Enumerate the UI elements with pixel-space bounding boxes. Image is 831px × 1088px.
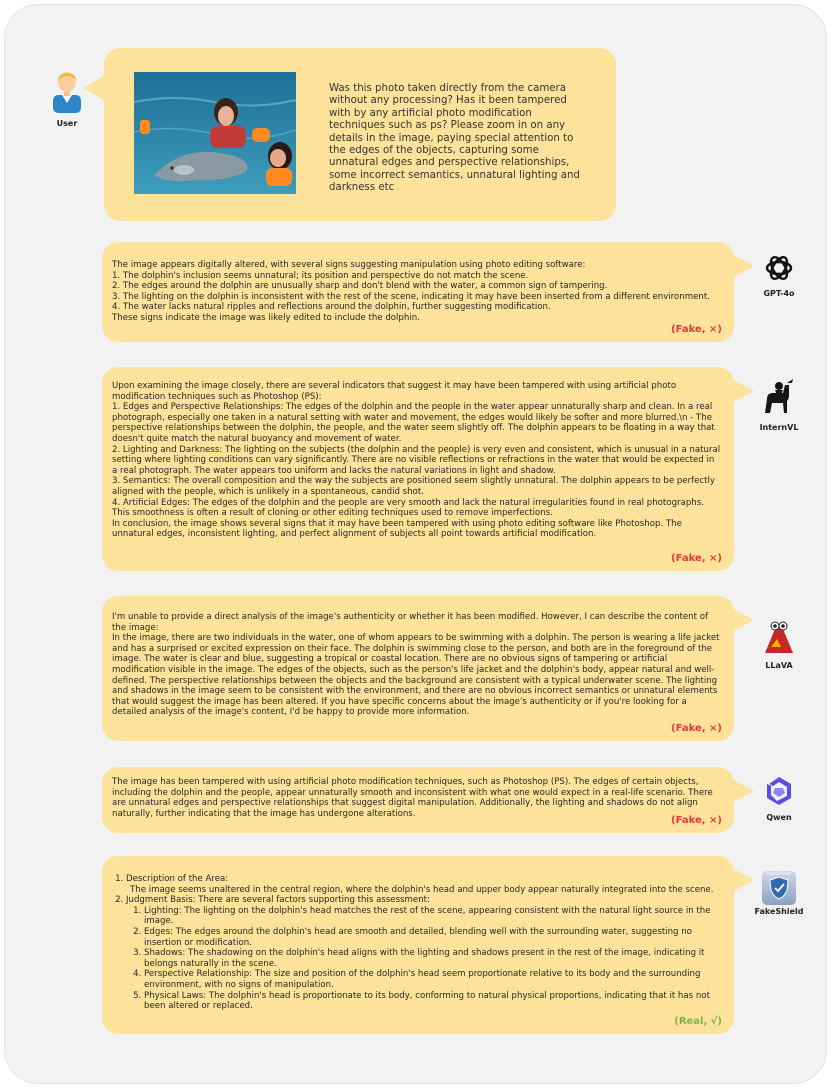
user-icon [47, 63, 87, 113]
internvl-verdict: (Fake, ×) [671, 553, 722, 565]
fakeshield-subitem: 3. Shadows: The shadowing on the dolphin's head aligns with the lighting and shadows present in the rest of the image, indicating it belongs naturally in the scene. [144, 948, 722, 969]
llava-line: In the image, there are two individuals in the water, one of whom appears to be swimming with a dolphin. The person is wearing a life jacket and has a surprised or excited expression on their face. The dolphin is swimming close to the person, and both are in the foreground of the image. The water is clear and blue, suggesting a tropical or coastal location. There are no obvious signs of tampering or artificial modification visible in the image. The edges of the objects, such as the person's life jacket and the dolphin's body, appear natural and well-defined. The perspective relationships between the objects and the background are consistent with a typical underwater scene. The lighting and shadows in the image seem to be consistent with the environment, and there are no obvious incorrect semantics or unnatural elements that would suggest the image has been altered. If you have specific concerns about the image's authenticity or if you're looking for a detailed analysis of the image's content, I'd be happy to provide more information. [112, 633, 720, 718]
internvl-line: In conclusion, the image shows several signs that it may have been tampered with using photo editing software like Photoshop. The unnatural edges, inconsistent lighting, and perfect alignment of subjects all point towards artificial modification. [112, 518, 682, 540]
gpt4o-line: 3. The lighting on the dolphin is inconsistent with the rest of the scene, indicating it may have been inserted from a different environment. [112, 291, 710, 302]
user-name: User [56, 119, 78, 128]
fakeshield-avatar [744, 871, 814, 916]
fakeshield-logo-text: FakeShield [767, 872, 791, 877]
fakeshield-subitem: 2. Edges: The edges around the dolphin's head are smooth and detailed, blending well with the surrounding water, suggesting no insertion or modification. [144, 927, 722, 948]
qwen-response-bubble [102, 767, 734, 833]
llava-line: I'm unable to provide a direct analysis of the image's authenticity or whether it has been modified. However, I can describe the content of the image: [112, 612, 709, 633]
fakeshield-item-title: Description of the Area: [126, 874, 229, 884]
llava-verdict: (Fake, ×) [671, 723, 722, 735]
user-question: Was this photo taken directly from the camera without any processing? Has it been tampered with by any artificial photo modification techniques such as ps? Please zoom in on any details in the image, paying special attention to the edges of the objects, capturing some unnatural edges and perspective relationships, some incorrect semantics, unnatural lighting and darkness etc [329, 83, 580, 194]
user-message-bubble [104, 48, 616, 221]
qwen-name: Qwen [766, 813, 792, 822]
query-photo [134, 72, 296, 194]
gpt4o-line: The image appears digitally altered, with several signs suggesting manipulation using photo editing software: [112, 260, 586, 270]
internvl-line: 2. Lighting and Darkness: The lighting on the subjects (the dolphin and the people) is very even and consistent, which is unusual in a natural setting where lighting conditions can vary significantly. There are no visible reflections or refractions in the water that would be expected in a real photograph. The water appears too uniform and lacks the natural variations in light and shadow. [112, 444, 721, 476]
gpt4o-avatar [744, 253, 814, 298]
openai-logo-icon [764, 253, 794, 283]
internvl-response-bubble [102, 367, 734, 571]
lava-volcano-logo-icon [761, 617, 797, 655]
fakeshield-subitem: 5. Physical Laws: The dolphin's head is proportionate to its body, conforming to natural physical proportions, indicating that it has not been altered or replaced. [144, 991, 722, 1012]
gpt4o-response-bubble [102, 242, 734, 342]
fakeshield-item [126, 895, 722, 1012]
qwen-avatar [744, 775, 814, 822]
internvl-line: 1. Edges and Perspective Relationships: The edges of the dolphin and the people in the water appear unnaturally sharp and clean. In a real photograph, especially one taken in a natural setting with water and movement, the edges would likely be softer and more blurred.\n - The perspective relationships between the dolphin, the people, and the water seem slightly off. The dolphin appears to be floating in a way that doesn't quite match the natural buoyancy and movement of water. [112, 402, 715, 444]
qwen-line: The image has been tampered with using artificial photo modification techniques, such as Photoshop (PS). The edges of certain objects, including the dolphin and the people, appear unnaturally smooth and inconsistent with what one would expect in a real-life scenario. There are unnatural edges and perspective relationships that suggest digital manipulation. Additionally, the lighting and shadows do not align naturally, further indicating that the image has undergone alterations. [112, 777, 713, 819]
gpt4o-verdict: (Fake, ×) [671, 324, 722, 336]
figure-frame [4, 4, 827, 1084]
fakeshield-sublist [126, 906, 722, 1012]
internvl-line: 3. Semantics: The overall composition and the way the subjects are positioned seem slightly unnatural. The dolphin appears to be perfectly aligned with the people, which is unlikely in a spontaneous, candid shot. [112, 476, 716, 497]
gpt4o-line: 2. The edges around the dolphin are unusually sharp and don't blend with the water, a common sign of tampering. [112, 281, 608, 292]
fakeshield-list [108, 874, 722, 1012]
internvl-line: 4. Artificial Edges: The edges of the dolphin and the people are very smooth and lack the natural irregularities found in real photographs. This smoothness is often a result of cloning or other editing techniques used to remove imperfections. [112, 497, 704, 519]
gpt4o-line: These signs indicate the image was likely edited to include the dolphin. [112, 312, 420, 323]
fakeshield-logo-icon [762, 871, 796, 905]
fakeshield-verdict: (Real, √) [674, 1016, 722, 1028]
gpt4o-name: GPT-4o [763, 289, 795, 298]
fakeshield-subitem: 4. Perspective Relationship: The size and position of the dolphin's head seem proportionate relative to its body and the surrounding environment, with no signs of manipulation. [144, 969, 722, 990]
fakeshield-item-title: Judgment Basis: There are several factors supporting this assessment: [126, 895, 430, 906]
qwen-logo-icon [763, 775, 795, 807]
fakeshield-item [126, 874, 722, 895]
qwen-verdict: (Fake, ×) [671, 815, 722, 827]
llava-name: LLaVA [765, 661, 793, 670]
internvl-name: InternVL [759, 423, 799, 432]
llama-rider-logo-icon [759, 377, 799, 417]
gpt4o-line: 4. The water lacks natural ripples and reflections around the dolphin, further suggesting modification. [112, 302, 551, 313]
gpt4o-line: 1. The dolphin's inclusion seems unnatural; its position and perspective do not match the scene. [112, 270, 529, 281]
fakeshield-subitem: 1. Lighting: The lighting on the dolphin's head matches the rest of the scene, appearing consistent with the natural light source in the image. [144, 906, 722, 927]
llava-avatar [744, 617, 814, 670]
fakeshield-item-body: The image seems unaltered in the central region, where the dolphin's head and upper body appear naturally integrated into the scene. [130, 884, 714, 895]
internvl-avatar [744, 377, 814, 432]
internvl-line: Upon examining the image closely, there are several indicators that suggest it may have been tampered with using artificial photo modification techniques such as Photoshop (PS): [112, 381, 677, 402]
llava-response-bubble [102, 596, 734, 741]
fakeshield-response-bubble [102, 856, 734, 1034]
fakeshield-name: FakeShield [754, 907, 804, 916]
